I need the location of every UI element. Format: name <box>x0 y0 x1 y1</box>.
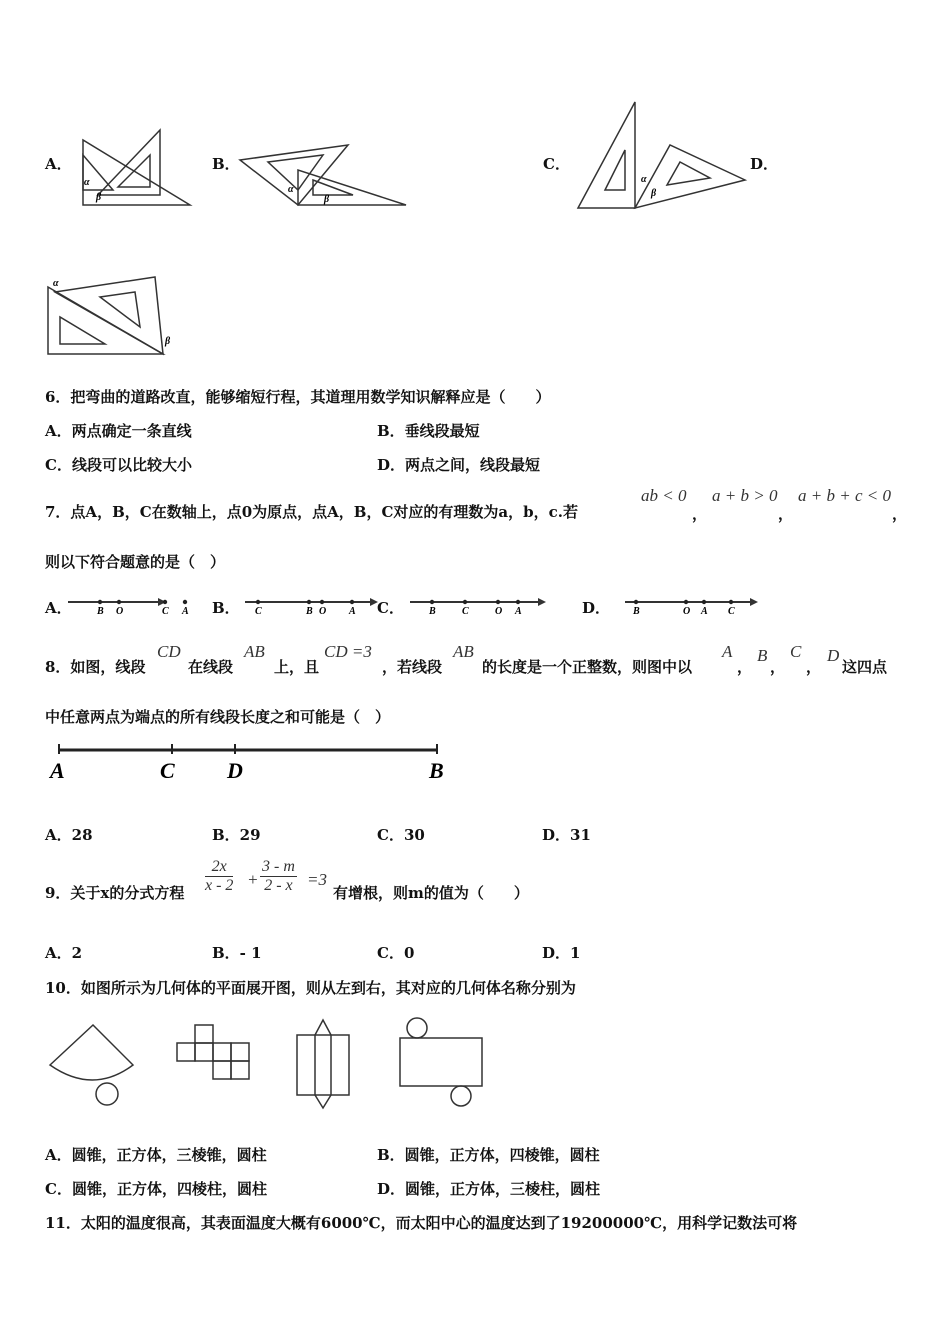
point-label: C <box>728 606 735 617</box>
point-dot <box>430 600 434 604</box>
q7-option-a[interactable]: A． <box>45 599 72 617</box>
cube-net <box>177 1025 249 1079</box>
fraction-2 <box>260 858 297 895</box>
point-dot <box>98 600 102 604</box>
q8-option-c[interactable]: C．30 <box>377 826 425 844</box>
q5-figure-c <box>575 100 750 212</box>
numerator: 2x <box>205 858 233 877</box>
point-dot <box>516 600 520 604</box>
point-dot <box>307 600 311 604</box>
point-dot <box>684 600 688 604</box>
point-label: A <box>349 606 356 617</box>
point-label: C <box>162 606 169 617</box>
q7-cond-3: a + b + c < 0 <box>798 486 891 505</box>
point-label: O <box>116 606 124 617</box>
q6-stem: 6．把弯曲的道路改直，能够缩短行程，其道理用数学知识解释应是（ ） <box>45 388 551 406</box>
q10-option-d[interactable]: D．圆锥，正方体，三棱柱，圆柱 <box>377 1180 601 1198</box>
point-label: B <box>306 606 313 617</box>
q8-point-d: D <box>827 646 840 665</box>
q8-cd3: CD =3 <box>324 642 372 661</box>
q8-point-c: C <box>790 642 802 661</box>
comma: ， <box>692 505 708 523</box>
alpha-label: α <box>84 177 90 188</box>
denominator: x - 2 <box>205 877 234 894</box>
label-c: C <box>160 758 175 783</box>
q8-ab-2: AB <box>453 642 474 661</box>
point-label: O <box>683 606 691 617</box>
q8-cd: CD <box>157 642 181 661</box>
label-b: B <box>429 758 444 783</box>
q8-stem-d: ，若线段 <box>382 658 443 676</box>
point-label: O <box>495 606 503 617</box>
point-label: B <box>633 606 640 617</box>
q8-stem-a: 8．如图，线段 <box>45 658 146 676</box>
q7-option-d[interactable]: D． <box>582 599 611 617</box>
q9-stem-b: 有增根，则m的值为（ ） <box>333 884 529 902</box>
q8-stem-c: 上，且 <box>274 658 320 676</box>
arrow-icon <box>750 598 758 606</box>
q6-option-b[interactable]: B．垂线段最短 <box>377 422 480 440</box>
point-dot <box>256 600 260 604</box>
point-dot <box>634 600 638 604</box>
q5-figure-d <box>45 272 190 360</box>
q9-option-c[interactable]: C．0 <box>377 944 415 962</box>
comma: ， <box>778 505 794 523</box>
number-line <box>625 598 758 617</box>
q8-option-a[interactable]: A．28 <box>45 826 93 844</box>
label-a: A <box>50 758 65 783</box>
comma: ， <box>737 658 753 676</box>
beta-label: β <box>651 188 657 199</box>
q5-option-a[interactable]: A． <box>45 155 72 173</box>
alpha-label: α <box>288 184 294 195</box>
point-dot <box>729 600 733 604</box>
label-d: D <box>227 758 243 783</box>
beta-label: β <box>324 194 330 205</box>
numerator: 3 - m <box>262 858 295 875</box>
q5-option-b[interactable]: B． <box>212 155 240 173</box>
q8-stem-b: 在线段 <box>188 658 234 676</box>
q9-option-a[interactable]: A．2 <box>45 944 83 962</box>
q5-figure-a <box>78 125 193 210</box>
point-label: B <box>97 606 104 617</box>
q7-stem: 7．点A，B，C在数轴上，点0为原点，点A，B，C对应的有理数为a，b，c.若 <box>45 503 578 521</box>
point-dot <box>183 600 187 604</box>
point-dot <box>350 600 354 604</box>
comma: ， <box>806 658 822 676</box>
point-dot <box>702 600 706 604</box>
q11-stem: 11．太阳的温度很高，其表面温度大概有6000℃，而太阳中心的温度达到了19200000℃，用科学记数法可将 <box>45 1214 798 1232</box>
q7-cond-2: a + b > 0 <box>712 486 778 505</box>
number-line <box>245 598 378 617</box>
q7-option-b[interactable]: B． <box>212 599 240 617</box>
q9-option-d[interactable]: D．1 <box>542 944 581 962</box>
q10-nets-figure <box>45 1020 495 1110</box>
point-dot <box>320 600 324 604</box>
point-label: O <box>319 606 327 617</box>
point-label: C <box>462 606 469 617</box>
beta-label: β <box>165 336 171 347</box>
q10-option-b[interactable]: B．圆锥，正方体，四棱锥，圆柱 <box>377 1146 600 1164</box>
equals-3: =3 <box>307 870 327 889</box>
q8-stem-2: 中任意两点为端点的所有线段长度之和可能是（ ） <box>45 708 391 726</box>
comma: ， <box>770 658 786 676</box>
q9-stem-a: 9．关于x的分式方程 <box>45 884 185 902</box>
number-line <box>410 598 546 617</box>
q8-stem-e: 的长度是一个正整数，则图中以 <box>482 658 693 676</box>
q6-option-c[interactable]: C．线段可以比较大小 <box>45 456 192 474</box>
q8-segment-figure <box>45 740 455 785</box>
point-label: A <box>182 606 189 617</box>
q8-ab: AB <box>244 642 265 661</box>
point-dot <box>463 600 467 604</box>
alpha-label: α <box>53 278 59 289</box>
number-line <box>68 598 189 617</box>
q10-option-a[interactable]: A．圆锥，正方体，三棱锥，圆柱 <box>45 1146 267 1164</box>
q10-option-c[interactable]: C．圆锥，正方体，四棱柱，圆柱 <box>45 1180 267 1198</box>
point-dot <box>496 600 500 604</box>
q9-option-b[interactable]: B．- 1 <box>212 944 262 962</box>
point-label: C <box>255 606 262 617</box>
q8-point-a: A <box>722 642 733 661</box>
q10-stem: 10．如图所示为几何体的平面展开图，则从左到右，其对应的几何体名称分别为 <box>45 979 576 997</box>
cylinder-net <box>400 1018 482 1106</box>
q6-option-d[interactable]: D．两点之间，线段最短 <box>377 456 541 474</box>
point-label: A <box>701 606 708 617</box>
q5-option-d[interactable]: D． <box>750 155 779 173</box>
arrow-icon <box>538 598 546 606</box>
alpha-label: α <box>641 174 647 185</box>
q7-option-c[interactable]: C． <box>377 599 404 617</box>
q8-stem-f: 这四点 <box>842 658 888 676</box>
q8-point-b: B <box>757 646 768 665</box>
beta-label: β <box>96 192 102 203</box>
denominator: 2 - x <box>264 877 293 894</box>
point-label: B <box>429 606 436 617</box>
plus: + <box>247 870 259 889</box>
point-dot <box>117 600 121 604</box>
point-dot <box>163 600 167 604</box>
cone-net <box>50 1025 133 1080</box>
q5-option-c[interactable]: C． <box>543 155 570 173</box>
q6-option-a[interactable]: A．两点确定一条直线 <box>45 422 192 440</box>
point-label: A <box>515 606 522 617</box>
q5-figure-b <box>238 140 408 210</box>
fraction-1 <box>205 858 233 895</box>
comma: ， <box>892 505 908 523</box>
q7-cond-1: ab < 0 <box>641 486 687 505</box>
prism-net <box>297 1020 349 1108</box>
q8-option-b[interactable]: B．29 <box>212 826 261 844</box>
q8-option-d[interactable]: D．31 <box>542 826 591 844</box>
q7-stem-2: 则以下符合题意的是（ ） <box>45 553 226 571</box>
